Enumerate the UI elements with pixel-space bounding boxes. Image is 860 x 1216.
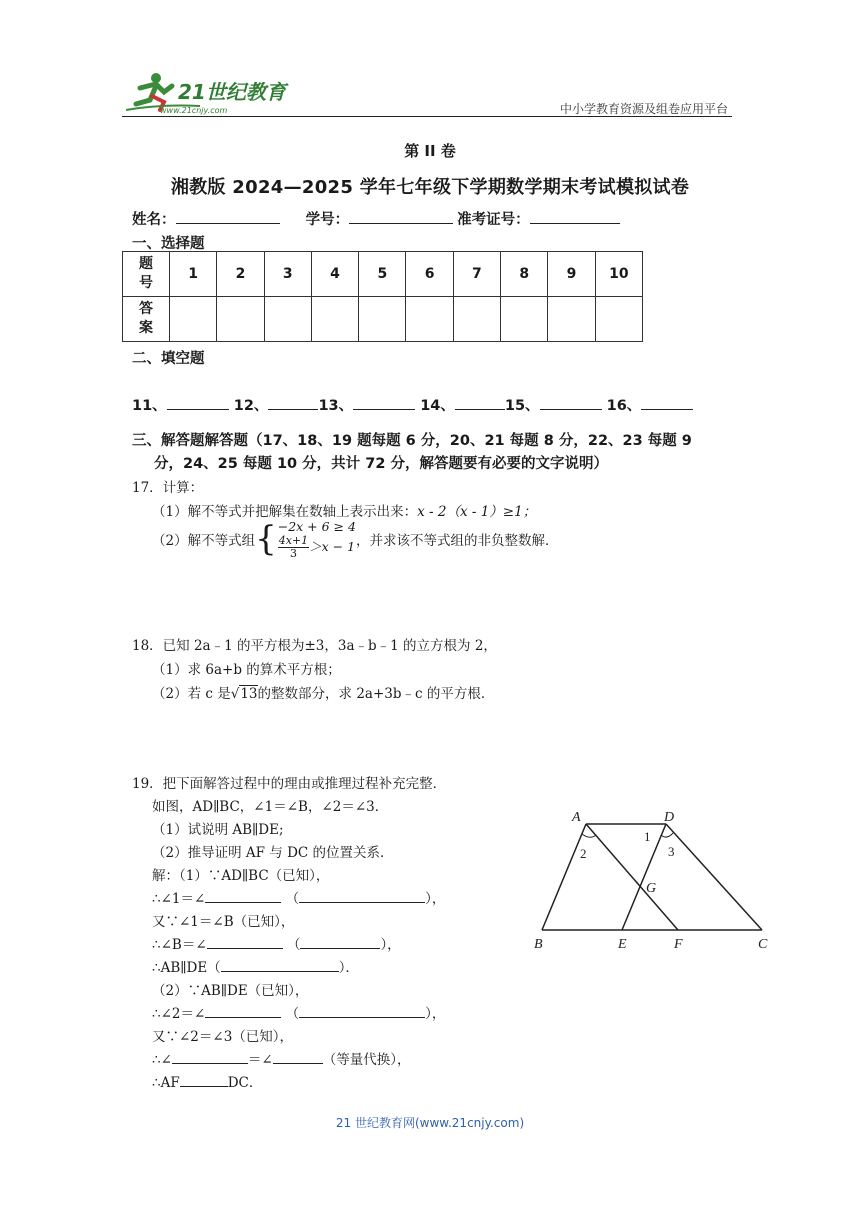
row-head-number: 题 号 — [123, 252, 170, 297]
fill-blank[interactable] — [540, 396, 602, 410]
blank[interactable] — [172, 1050, 248, 1064]
answer-cell[interactable] — [453, 297, 500, 342]
segment-AB — [542, 824, 586, 930]
id-blank[interactable] — [349, 209, 453, 224]
number-cell: 1 — [170, 252, 217, 297]
exam-no-label: 准考证号： — [457, 212, 530, 228]
id-label: 学号： — [305, 212, 350, 228]
q19-step1: 解：（1）∵AD∥BC（已知）， — [152, 868, 330, 884]
section-choice-heading: 一、选择题 — [132, 236, 205, 252]
label-angle-1: 1 — [644, 829, 651, 844]
blank[interactable] — [221, 958, 339, 972]
q19-given: 如图，AD∥BC，∠1＝∠B，∠2＝∠3． — [152, 799, 389, 815]
fill-number: 11、 — [132, 398, 167, 414]
fill-blank[interactable] — [455, 396, 505, 410]
answer-cell[interactable] — [501, 297, 548, 342]
answer-cell[interactable] — [359, 297, 406, 342]
segment-DC — [666, 824, 762, 930]
answer-cell[interactable] — [311, 297, 358, 342]
q18-stem: 18．已知 2a﹣1 的平方根为±3，3a﹣b﹣1 的立方根为 2， — [132, 638, 497, 654]
number-cell: 8 — [501, 252, 548, 297]
angle-arc-A — [582, 834, 596, 837]
blank[interactable] — [207, 935, 283, 949]
answer-cell[interactable] — [548, 297, 595, 342]
label-A: A — [572, 810, 581, 825]
fill-blank[interactable] — [353, 396, 415, 410]
label-angle-2: 2 — [580, 846, 587, 861]
fill-number: 13、 — [318, 398, 354, 414]
q18-part2: （2）若 c 是√13的整数部分，求 2a+3b﹣c 的平方根． — [152, 686, 495, 702]
answer-cell[interactable] — [170, 297, 217, 342]
number-cell: 4 — [311, 252, 358, 297]
number-cell: 10 — [595, 252, 642, 297]
answer-cell[interactable] — [264, 297, 311, 342]
q19-stem: 19．把下面解答过程中的理由或推理过程补充完整． — [132, 776, 447, 792]
answer-cell[interactable] — [595, 297, 642, 342]
blank[interactable] — [180, 1073, 228, 1087]
header-divider — [122, 116, 732, 117]
q19-step2: ∴∠1＝∠ （ ）， — [152, 891, 446, 907]
label-G: G — [646, 881, 657, 896]
table-row — [123, 297, 643, 342]
q19-step10: ∴AF DC． — [152, 1075, 263, 1091]
q19-step3: 又∵∠1＝∠B（已知）， — [152, 914, 295, 930]
blank[interactable] — [299, 889, 425, 903]
section-solve-heading — [132, 430, 742, 476]
blank[interactable] — [205, 889, 281, 903]
page-title: 湘教版 2024—2025 学年七年级下学期数学期末考试模拟试卷 — [170, 177, 690, 198]
name-blank[interactable] — [176, 209, 280, 224]
label-C: C — [758, 937, 768, 952]
section-solve-heading-line1: 三、解答题解答题（17、18、19 题每题 6 分，20、21 每题 8 分，22、23 每题 9 — [132, 433, 692, 449]
q19-part2: （2）推导证明 AF 与 DC 的位置关系． — [152, 845, 394, 861]
number-cell: 5 — [359, 252, 406, 297]
label-E: E — [618, 937, 627, 952]
label-D: D — [664, 810, 675, 825]
row-head-answer: 答 案 — [123, 297, 170, 342]
student-info-line — [132, 208, 624, 229]
exam-no-blank[interactable] — [530, 209, 620, 224]
q18-part1: （1）求 6a+b 的算术平方根； — [152, 662, 341, 678]
q19-step7: ∴∠2＝∠ （ ）， — [152, 1006, 446, 1022]
blank[interactable] — [300, 935, 380, 949]
q19-step4: ∴∠B＝∠ （ ）， — [152, 937, 401, 953]
section-fill-heading: 二、填空题 — [132, 351, 205, 367]
page-footer: 21 世纪教育网(www.21cnjy.com) — [335, 1116, 525, 1130]
system-brace: { — [255, 519, 277, 559]
answer-cell[interactable] — [217, 297, 264, 342]
fill-blank[interactable] — [167, 396, 229, 410]
volume-label: 第 II 卷 — [404, 142, 456, 160]
answer-table — [122, 251, 643, 342]
inequality-system: −2x + 6 ≥ 4 $\frac{4x+1}{3}$ ＞x − 1 — [277, 519, 356, 560]
fill-number: 12、 — [233, 398, 269, 414]
label-B: B — [534, 937, 543, 952]
q17-part1: （1）解不等式并把解集在数轴上表示出来：x - 2（x - 1）≥1； — [152, 504, 537, 520]
q19-part1: （1）试说明 AB∥DE; — [152, 822, 284, 838]
answer-cell[interactable] — [406, 297, 453, 342]
site-logo — [120, 66, 290, 116]
segment-AF — [586, 824, 678, 930]
logo-text: 21世纪教育 — [178, 80, 286, 104]
q17-stem: 17．计算： — [132, 480, 204, 496]
q19-step6: （2）∵AB∥DE（已知）， — [152, 983, 309, 999]
fill-blanks-line — [132, 394, 693, 415]
blank[interactable] — [205, 1004, 281, 1018]
table-row — [123, 252, 643, 297]
fill-number: 15、 — [504, 398, 540, 414]
number-cell: 6 — [406, 252, 453, 297]
platform-name: 中小学教育资源及组卷应用平台 — [559, 102, 728, 116]
q19-step5: ∴AB∥DE（ ）． — [152, 960, 359, 976]
label-angle-3: 3 — [668, 844, 675, 859]
name-label: 姓名： — [132, 212, 176, 228]
number-cell: 7 — [453, 252, 500, 297]
number-cell: 3 — [264, 252, 311, 297]
fill-blank[interactable] — [641, 396, 693, 410]
logo-url: www.21cnjy.com — [160, 106, 228, 115]
number-cell: 2 — [217, 252, 264, 297]
fill-number: 16、 — [606, 398, 642, 414]
blank[interactable] — [273, 1050, 323, 1064]
geometry-figure — [530, 806, 790, 956]
fill-blank[interactable] — [268, 396, 318, 410]
blank[interactable] — [299, 1004, 425, 1018]
q17-part2: （2）解不等式组{ −2x + 6 ≥ 4 $\frac{4x+1}{3}$ ＞x − 1 ，并求该不等式组的非负整数解． — [152, 519, 559, 560]
number-cell: 9 — [548, 252, 595, 297]
q19-step9: ∴∠ ＝∠ （等量代换）， — [152, 1052, 411, 1068]
q19-step8: 又∵∠2＝∠3（已知）， — [152, 1029, 294, 1045]
fill-number: 14、 — [420, 398, 455, 414]
section-solve-heading-line2: 分，24、25 每题 10 分，共计 72 分，解答题要有必要的文字说明） — [154, 456, 608, 472]
label-F: F — [674, 937, 683, 952]
